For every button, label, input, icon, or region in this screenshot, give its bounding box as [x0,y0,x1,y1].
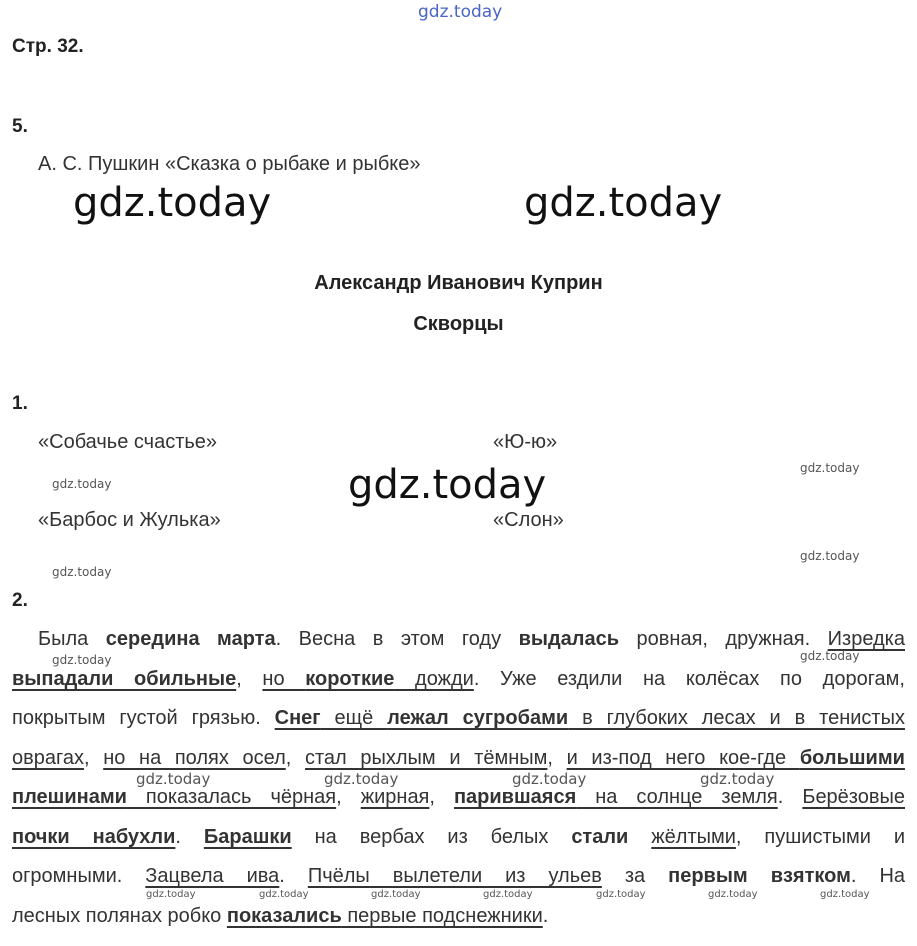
text-segment: , пушистыми и [735,826,905,848]
watermark-small: gdz.today [800,549,860,563]
watermark-small: gdz.today [483,889,533,900]
paragraph-line [12,667,905,691]
text-segment: показалась чёрная [126,786,337,808]
text-segment: , [336,786,361,808]
text-segment: , [547,747,567,769]
paragraph-line [12,746,905,770]
watermark-small: gdz.today [52,653,112,667]
watermark-small: gdz.today [596,889,646,900]
watermark-small: gdz.today [800,649,860,663]
text-segment: . Уже ездили на колёсах по дорогам, [473,668,905,690]
watermark-small: gdz.today [512,770,587,788]
text-segment: Зацвела ива [145,865,280,887]
text-segment: ровная, дружная. [619,628,828,650]
text-segment: Пчёлы вылетели из ульев [307,865,602,887]
list-item: «Ю-ю» [493,431,558,453]
text-segment: лежал сугробами [387,707,569,729]
watermark-small: gdz.today [708,889,758,900]
text-segment: Барашки [203,826,292,848]
watermark-small: gdz.today [52,565,112,579]
text-segment: жёлтыми [651,826,736,848]
text-segment: . [175,826,204,848]
list-item: «Собачье счастье» [38,431,218,453]
text-segment: жирная [360,786,430,808]
watermark-small: gdz.today [136,770,211,788]
text-segment: показались [226,905,342,927]
text-segment: в глубоких лесах и в тенистых [568,707,905,729]
task-2-number: 2. [12,590,28,611]
task-1-number: 1. [12,393,28,414]
text-segment: на солнце земля [576,786,778,808]
text-segment: но [262,668,306,690]
paragraph-line [12,904,905,928]
watermark-small: gdz.today [52,477,112,491]
watermark-large: gdz.today [348,462,547,508]
task-5-number: 5. [12,116,28,137]
watermark-small: gdz.today [324,770,399,788]
text-segment [628,826,651,848]
text-segment: . [542,905,549,927]
text-segment: , [429,786,454,808]
text-segment: Была [38,628,106,650]
watermark-small: gdz.today [820,889,870,900]
text-segment: . [279,865,308,887]
text-segment: Снег [274,707,321,729]
text-segment: покрытым густой грязью. [12,707,275,729]
watermark-small: gdz.today [146,889,196,900]
text-segment: за [601,865,669,887]
list-item: «Барбос и Жулька» [38,509,221,531]
text-segment: короткие [305,668,395,690]
text-segment: большими [799,747,905,769]
watermark-small: gdz.today [700,770,775,788]
watermark-small: gdz.today [800,461,860,475]
paragraph-line [12,706,905,730]
text-segment: оврагах [12,747,84,769]
list-item: «Слон» [493,509,564,531]
text-segment: середина марта [105,628,276,650]
text-segment: , [236,668,263,690]
watermark-large: gdz.today [73,180,272,226]
task-5-answer: А. С. Пушкин «Сказка о рыбаке и рыбке» [38,153,421,175]
text-segment: почки набухли [12,826,176,848]
text-segment: стали [571,826,629,848]
text-segment: , [285,747,305,769]
paragraph-line [12,825,905,849]
text-segment: . Весна в этом году [275,628,519,650]
paragraph-line [12,785,905,809]
text-segment: выдалась [518,628,620,650]
watermark-small: gdz.today [371,889,421,900]
paragraph-line [38,627,905,651]
text-segment: , [83,747,104,769]
text-segment: . На [850,865,906,887]
text-segment: и из-под него кое-где [566,747,800,769]
text-segment: дожди [394,668,474,690]
text-segment: но на полях осел [103,747,286,769]
text-segment: плешинами [12,786,127,808]
text-segment: стал рыхлым и тёмным [305,747,548,769]
text-segment: . [777,786,803,808]
paragraph-line [12,864,905,888]
text-segment: первым взятком [668,865,851,887]
text-segment: выпадали обильные [12,668,237,690]
text-segment: лесных полянах робко [12,905,227,927]
story-title: Скворцы [413,313,504,335]
text-segment: Изредка [827,628,905,650]
author-name: Александр Иванович Куприн [314,272,603,294]
watermark-small: gdz.today [259,889,309,900]
watermark-top: gdz.today [418,2,503,22]
text-segment: парившаяся [453,786,577,808]
text-segment: первые подснежники [341,905,543,927]
text-segment: огромными. [12,865,146,887]
text-segment: на вербах из белых [291,826,572,848]
page-label: Стр. 32. [12,36,84,57]
text-segment: ещё [320,707,388,729]
watermark-large: gdz.today [524,180,723,226]
text-segment: Берёзовые [802,786,905,808]
